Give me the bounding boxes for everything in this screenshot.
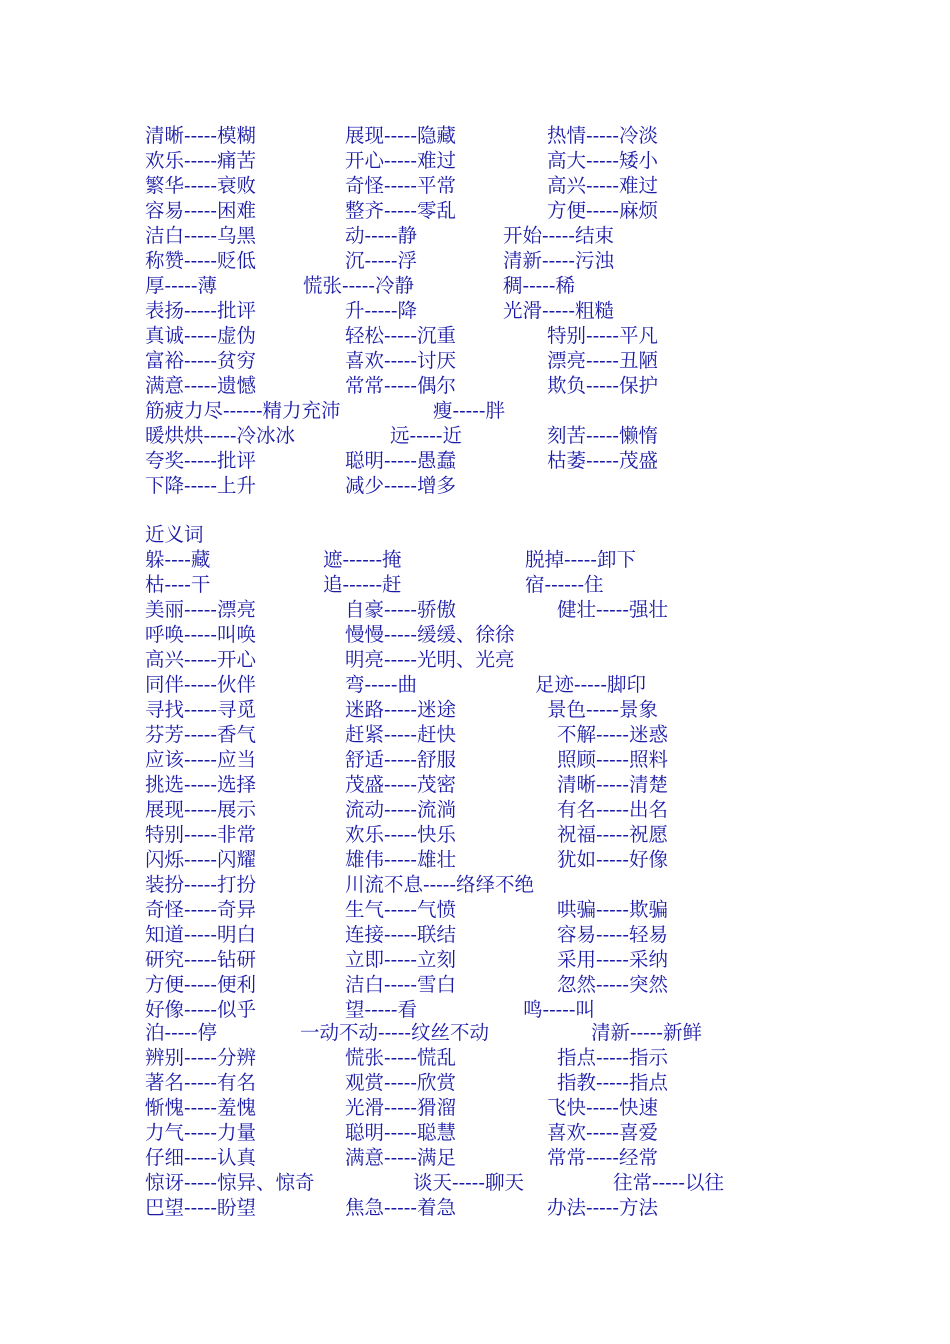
word-pair: 真诚-----虚伪 <box>145 324 256 347</box>
synonym-row <box>145 1196 658 1220</box>
word-pair: 芬芳-----香气 <box>145 723 256 746</box>
synonym-row <box>145 1096 658 1120</box>
word-pair: 指点-----指示 <box>557 1046 668 1069</box>
word-pair: 清新-----新鲜 <box>591 1021 702 1044</box>
antonym-row <box>145 474 456 498</box>
word-pair: 流动-----流淌 <box>345 798 456 821</box>
synonym-row <box>145 798 668 822</box>
word-pair: 不解-----迷惑 <box>557 723 668 746</box>
word-pair: 远-----近 <box>390 424 462 447</box>
word-pair: 奇怪-----奇异 <box>145 898 256 921</box>
word-pair: 有名-----出名 <box>557 798 668 821</box>
synonym-row <box>145 1046 668 1070</box>
word-pair: 赶紧-----赶快 <box>345 723 456 746</box>
word-pair: 慌张-----冷静 <box>303 274 414 297</box>
word-pair: 欺负-----保护 <box>547 374 658 397</box>
antonym-row <box>145 249 614 273</box>
synonym-row <box>145 648 515 672</box>
word-pair: 喜欢-----讨厌 <box>345 349 456 372</box>
word-pair: 辨别-----分辨 <box>145 1046 256 1069</box>
word-pair: 热情-----冷淡 <box>547 124 658 147</box>
word-pair: 满意-----满足 <box>345 1146 456 1169</box>
antonym-row <box>145 449 658 473</box>
word-pair: 沉-----浮 <box>345 249 417 272</box>
word-pair: 高兴-----开心 <box>145 648 256 671</box>
word-pair: 清晰-----模糊 <box>145 124 256 147</box>
word-pair: 称赞-----贬低 <box>145 249 256 272</box>
word-pair: 枯萎-----茂盛 <box>547 449 658 472</box>
word-pair: 展现-----隐藏 <box>345 124 456 147</box>
synonym-row <box>145 573 604 597</box>
word-pair: 足迹-----脚印 <box>535 673 646 696</box>
word-pair: 躲----藏 <box>145 548 211 571</box>
word-pair: 著名-----有名 <box>145 1071 256 1094</box>
synonym-row <box>145 998 595 1022</box>
antonym-row <box>145 124 658 148</box>
word-pair: 常常-----偶尔 <box>345 374 456 397</box>
synonym-row <box>145 548 636 572</box>
antonym-row <box>145 299 614 323</box>
word-pair: 一动不动-----纹丝不动 <box>300 1021 489 1044</box>
word-pair: 惭愧-----羞愧 <box>145 1096 256 1119</box>
word-pair: 下降-----上升 <box>145 474 256 497</box>
word-pair: 祝福-----祝愿 <box>557 823 668 846</box>
synonym-row <box>145 948 668 972</box>
synonym-row <box>145 723 668 747</box>
word-pair: 应该-----应当 <box>145 748 256 771</box>
word-pair: 光滑-----猾溜 <box>345 1096 456 1119</box>
word-pair: 整齐-----零乱 <box>345 199 456 222</box>
word-pair: 望-----看 <box>345 998 417 1021</box>
word-pair: 往常-----以往 <box>613 1171 724 1194</box>
word-pair: 轻松-----沉重 <box>345 324 456 347</box>
word-pair: 展现-----展示 <box>145 798 256 821</box>
word-pair: 景色-----景象 <box>547 698 658 721</box>
word-pair: 高大-----矮小 <box>547 149 658 172</box>
antonym-row <box>145 199 658 223</box>
word-pair: 立即-----立刻 <box>345 948 456 971</box>
word-pair: 照顾-----照料 <box>557 748 668 771</box>
antonym-row <box>145 174 658 198</box>
word-pair: 弯-----曲 <box>345 673 417 696</box>
synonym-row <box>145 673 646 697</box>
word-pair: 开心-----难过 <box>345 149 456 172</box>
word-pair: 奇怪-----平常 <box>345 174 456 197</box>
synonym-row <box>145 973 668 997</box>
synonym-row <box>145 1021 702 1045</box>
word-pair: 欢乐-----快乐 <box>345 823 456 846</box>
word-pair: 瘦-----胖 <box>433 399 505 422</box>
synonym-row <box>145 1121 658 1145</box>
word-pair: 川流不息-----络绎不绝 <box>345 873 534 896</box>
synonym-row <box>145 598 668 622</box>
word-pair: 惊讶-----惊异、惊奇 <box>145 1171 315 1194</box>
word-pair: 焦急-----着急 <box>345 1196 456 1219</box>
word-pair: 慢慢-----缓缓、徐徐 <box>345 623 515 646</box>
word-pair: 观赏-----欣赏 <box>345 1071 456 1094</box>
word-pair: 常常-----经常 <box>547 1146 658 1169</box>
word-pair: 宿------住 <box>525 573 604 596</box>
synonym-row <box>145 923 668 947</box>
synonym-row <box>145 848 668 872</box>
word-pair: 犹如-----好像 <box>557 848 668 871</box>
synonyms-heading <box>145 523 204 547</box>
synonym-row <box>145 823 668 847</box>
word-pair: 高兴-----难过 <box>547 174 658 197</box>
word-pair: 聪明-----愚蠢 <box>345 449 456 472</box>
word-pair: 研究-----钻研 <box>145 948 256 971</box>
antonym-row <box>145 349 658 373</box>
synonym-row <box>145 698 658 722</box>
word-pair: 舒适-----舒服 <box>345 748 456 771</box>
synonym-row <box>145 1146 658 1170</box>
word-pair: 方便-----便利 <box>145 973 256 996</box>
antonym-row <box>145 424 658 448</box>
antonym-row <box>145 324 658 348</box>
word-pair: 遮------掩 <box>323 548 402 571</box>
word-pair: 厚-----薄 <box>145 274 217 297</box>
word-pair: 连接-----联结 <box>345 923 456 946</box>
word-pair: 方便-----麻烦 <box>547 199 658 222</box>
word-pair: 漂亮-----丑陋 <box>547 349 658 372</box>
word-pair: 刻苦-----懒惰 <box>547 424 658 447</box>
word-pair: 暖烘烘-----冷冰冰 <box>145 424 295 447</box>
word-pair: 仔细-----认真 <box>145 1146 256 1169</box>
word-pair: 哄骗-----欺骗 <box>557 898 668 921</box>
word-pair: 雄伟-----雄壮 <box>345 848 456 871</box>
word-pair: 生气-----气愤 <box>345 898 456 921</box>
word-pair: 夸奖-----批评 <box>145 449 256 472</box>
word-pair: 聪明-----聪慧 <box>345 1121 456 1144</box>
word-pair: 开始-----结束 <box>503 224 614 247</box>
synonym-row <box>145 898 668 922</box>
word-pair: 知道-----明白 <box>145 923 256 946</box>
word-pair: 泊-----停 <box>145 1021 217 1044</box>
word-pair: 追------赶 <box>323 573 402 596</box>
word-pair: 减少-----增多 <box>345 474 456 497</box>
word-pair: 稠-----稀 <box>503 274 575 297</box>
word-pair: 寻找-----寻觅 <box>145 698 256 721</box>
antonym-row <box>145 224 614 248</box>
word-pair: 表扬-----批评 <box>145 299 256 322</box>
antonym-row <box>145 274 575 298</box>
word-pair: 挑选-----选择 <box>145 773 256 796</box>
word-pair: 升-----降 <box>345 299 417 322</box>
word-pair: 装扮-----打扮 <box>145 873 256 896</box>
word-pair: 清晰-----清楚 <box>557 773 668 796</box>
word-pair: 明亮-----光明、光亮 <box>345 648 515 671</box>
word-pair: 呼唤-----叫唤 <box>145 623 256 646</box>
word-pair: 筋疲力尽------精力充沛 <box>145 399 341 422</box>
word-pair: 自豪-----骄傲 <box>345 598 456 621</box>
synonym-row <box>145 748 668 772</box>
antonym-row <box>145 374 658 398</box>
word-pair: 指教-----指点 <box>557 1071 668 1094</box>
word-pair: 特别-----平凡 <box>547 324 658 347</box>
word-pair: 美丽-----漂亮 <box>145 598 256 621</box>
synonym-row <box>145 1171 724 1195</box>
synonym-row <box>145 773 668 797</box>
word-pair: 好像-----似乎 <box>145 998 256 1021</box>
word-pair: 洁白-----乌黑 <box>145 224 256 247</box>
word-pair: 忽然-----突然 <box>557 973 668 996</box>
antonym-row <box>145 399 505 423</box>
word-pair: 脱掉-----卸下 <box>525 548 636 571</box>
word-pair: 飞快-----快速 <box>547 1096 658 1119</box>
antonym-row <box>145 149 658 173</box>
word-pair: 鸣-----叫 <box>523 998 595 1021</box>
word-pair: 枯----干 <box>145 573 211 596</box>
word-pair: 光滑-----粗糙 <box>503 299 614 322</box>
word-pair: 特别-----非常 <box>145 823 256 846</box>
word-pair: 健壮-----强壮 <box>557 598 668 621</box>
synonym-row <box>145 1071 668 1095</box>
word-pair: 迷路-----迷途 <box>345 698 456 721</box>
word-pair: 洁白-----雪白 <box>345 973 456 996</box>
word-pair: 同伴-----伙伴 <box>145 673 256 696</box>
word-pair: 采用-----采纳 <box>557 948 668 971</box>
word-pair: 容易-----困难 <box>145 199 256 222</box>
word-pair: 富裕-----贫穷 <box>145 349 256 372</box>
word-pair: 慌张-----慌乱 <box>345 1046 456 1069</box>
synonym-row <box>145 873 534 897</box>
word-pair: 闪烁-----闪耀 <box>145 848 256 871</box>
word-pair: 容易-----轻易 <box>557 923 668 946</box>
section-heading: 近义词 <box>145 523 204 546</box>
word-pair: 巴望-----盼望 <box>145 1196 256 1219</box>
word-pair: 力气-----力量 <box>145 1121 256 1144</box>
word-pair: 清新-----污浊 <box>503 249 614 272</box>
word-pair: 欢乐-----痛苦 <box>145 149 256 172</box>
word-pair: 喜欢-----喜爱 <box>547 1121 658 1144</box>
word-pair: 茂盛-----茂密 <box>345 773 456 796</box>
word-pair: 谈天-----聊天 <box>413 1171 524 1194</box>
word-pair: 满意-----遗憾 <box>145 374 256 397</box>
word-pair: 动-----静 <box>345 224 417 247</box>
word-pair: 繁华-----衰败 <box>145 174 256 197</box>
word-pair: 办法-----方法 <box>547 1196 658 1219</box>
synonym-row <box>145 623 515 647</box>
